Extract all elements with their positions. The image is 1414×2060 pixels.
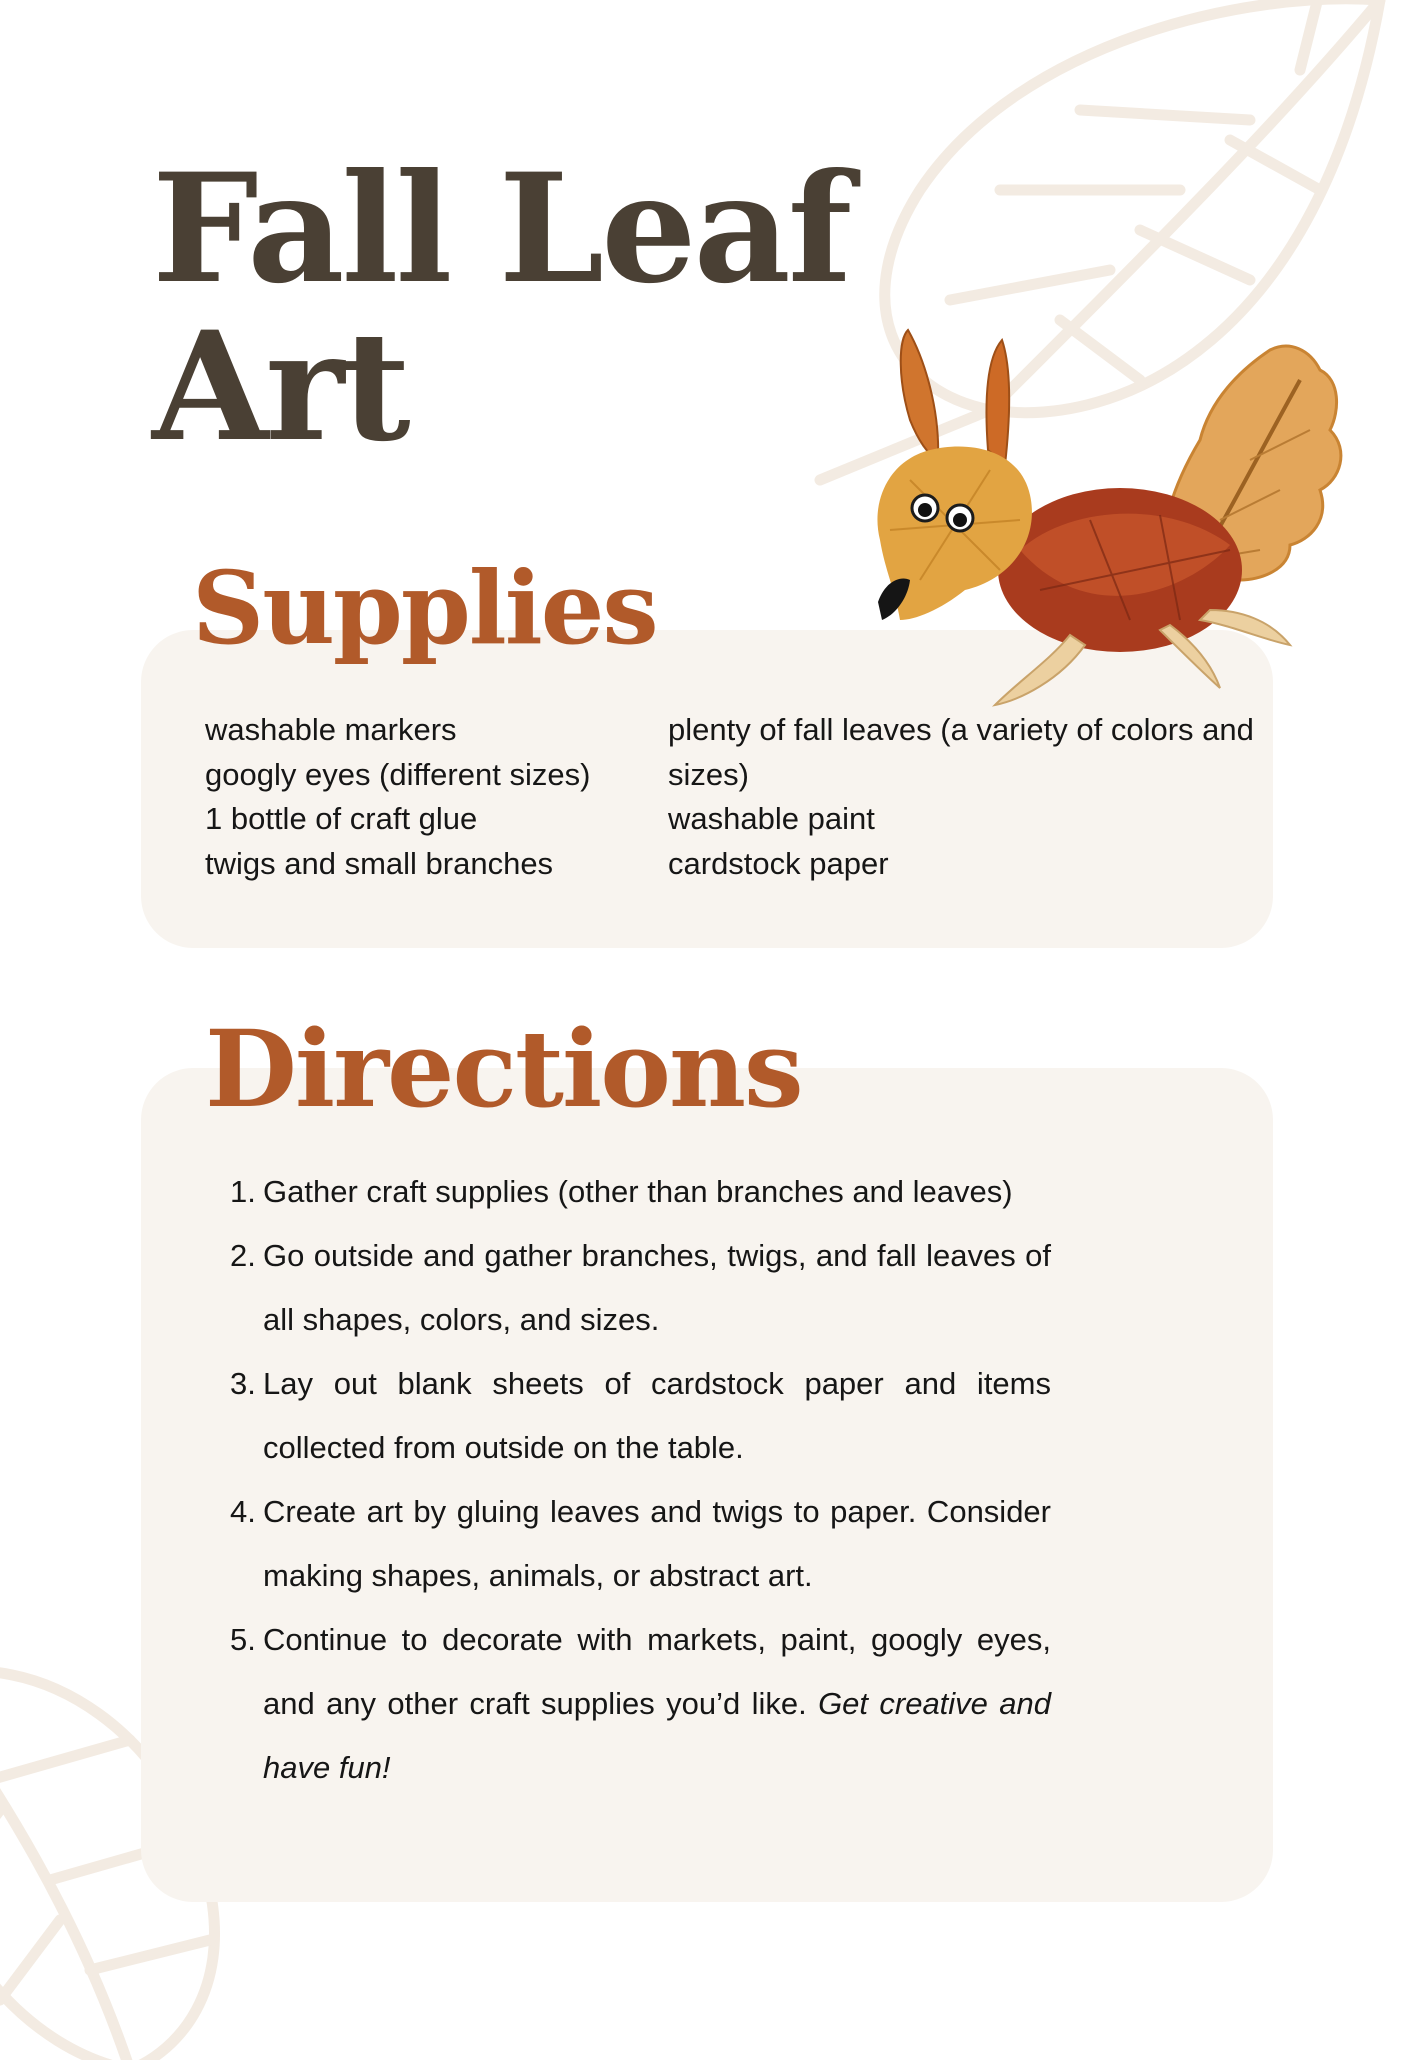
- supply-item: cardstock paper: [668, 845, 889, 881]
- directions-list: [205, 1160, 1051, 1800]
- leaf-animal-image: [870, 320, 1350, 710]
- step-text: Create art by gluing leaves and twigs to paper. Consider making shapes, animals, or abstract art.: [263, 1494, 1051, 1593]
- supplies-list-right: [668, 708, 1258, 886]
- supplies-heading: Supplies: [192, 549, 657, 667]
- step-text: Continue to decorate with markets, paint, googly eyes, and any other craft supplies you’d like.: [263, 1622, 1051, 1721]
- step-text: Gather craft supplies (other than branches and leaves): [263, 1174, 1013, 1209]
- step-number: 3.: [230, 1366, 256, 1401]
- supply-item: googly eyes (different sizes): [205, 756, 591, 792]
- title-line-1: Fall Leaf: [152, 141, 850, 317]
- step-number: 4.: [230, 1494, 256, 1529]
- step-text: Go outside and gather branches, twigs, and fall leaves of all shapes, colors, and sizes.: [263, 1238, 1051, 1337]
- supply-item: 1 bottle of craft glue: [205, 801, 478, 836]
- direction-step: [205, 1160, 1051, 1224]
- direction-step: [205, 1352, 1051, 1480]
- title-line-2: Art: [152, 299, 408, 475]
- directions-heading: Directions: [205, 1006, 802, 1131]
- step-number: 1.: [230, 1174, 256, 1209]
- step-text: Lay out blank sheets of cardstock paper and items collected from outside on the table.: [263, 1366, 1051, 1465]
- direction-step: [205, 1608, 1051, 1800]
- supplies-list-left: [205, 708, 645, 886]
- step-number: 5.: [230, 1622, 256, 1657]
- step-number: 2.: [230, 1238, 256, 1273]
- direction-step: [205, 1224, 1051, 1352]
- direction-step: [205, 1480, 1051, 1608]
- closing-remark: Get creative and have fun!: [263, 1686, 1051, 1785]
- supply-item: plenty of fall leaves (a variety of colors and sizes): [668, 712, 1254, 792]
- page-title: [152, 141, 850, 475]
- supply-item: washable markers: [205, 712, 457, 747]
- supply-item: twigs and small branches: [205, 845, 554, 881]
- supply-item: washable paint: [668, 801, 875, 836]
